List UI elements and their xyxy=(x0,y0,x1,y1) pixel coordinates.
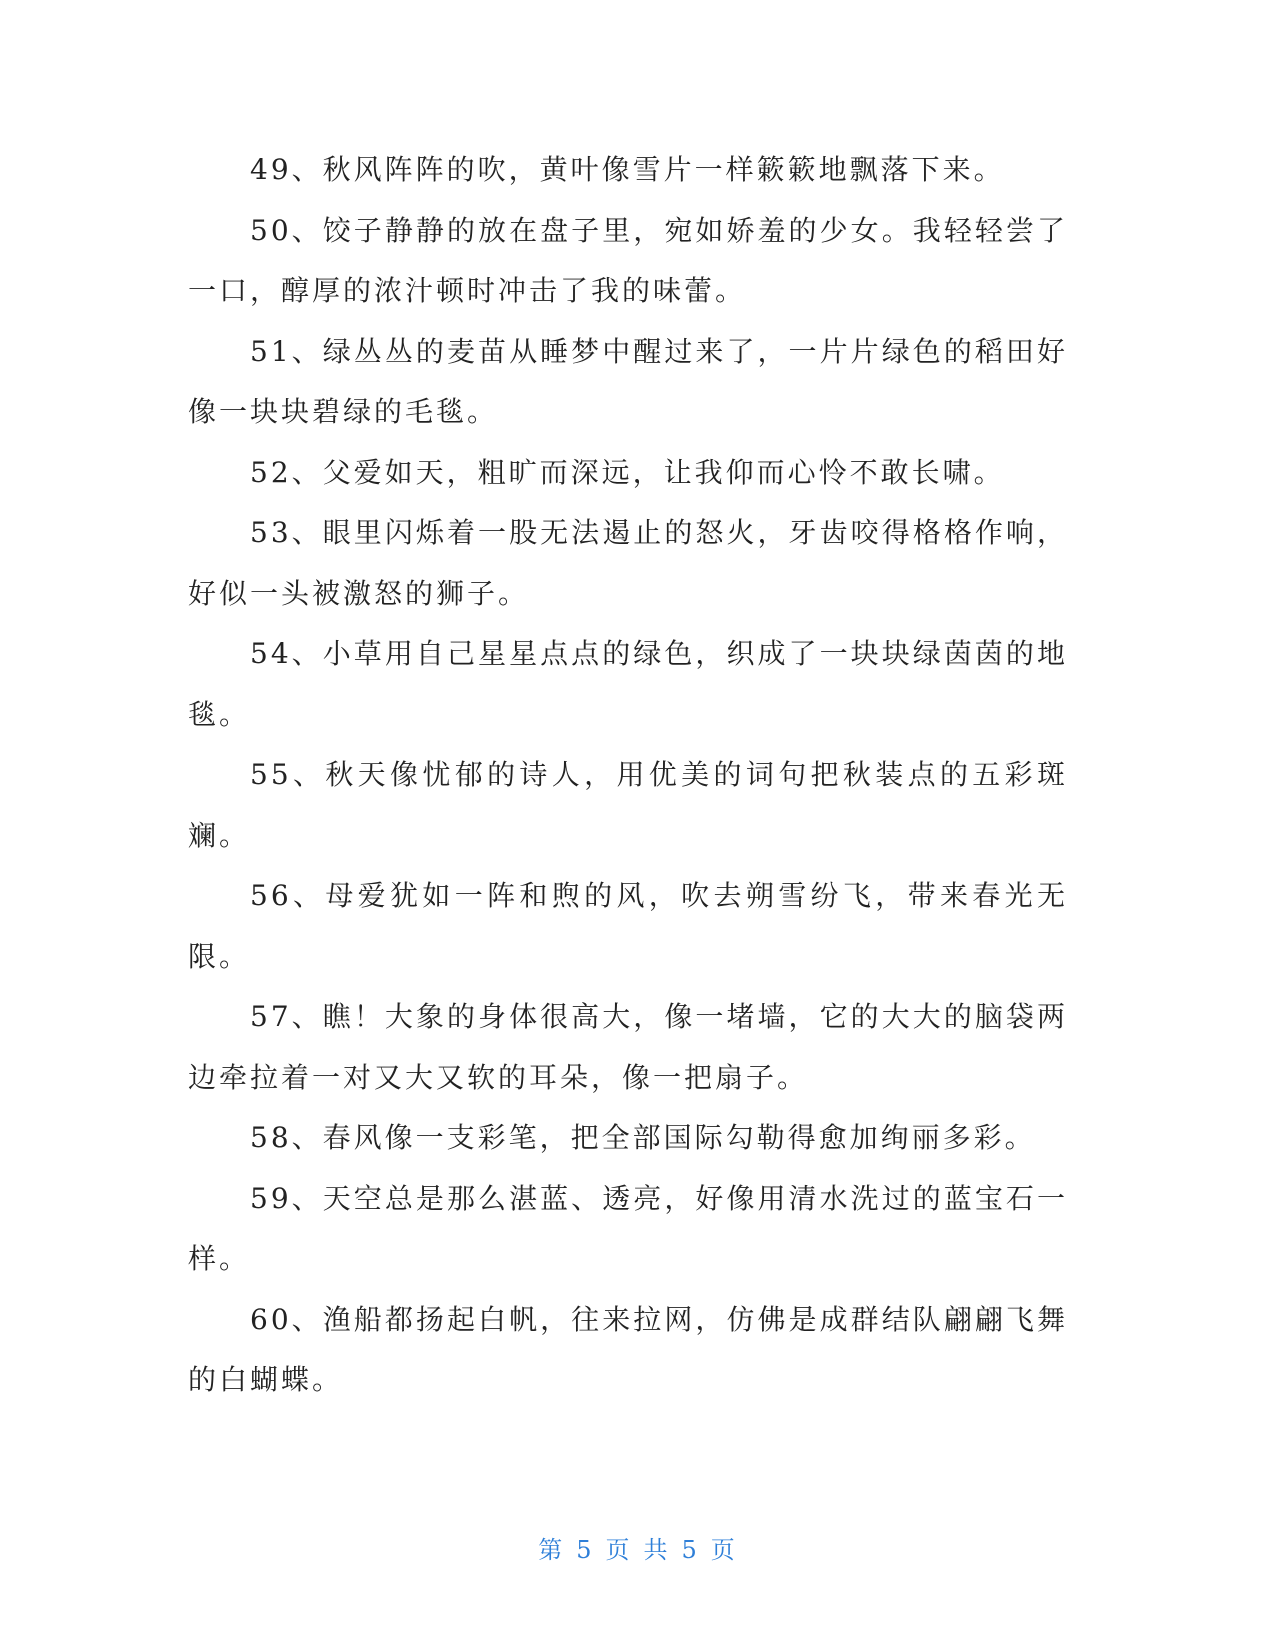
paragraph-50: 50、饺子静静的放在盘子里，宛如娇羞的少女。我轻轻尝了一口，醇厚的浓汁顿时冲击了我的味蕾。 xyxy=(188,213,1068,307)
paragraph-51: 51、绿丛丛的麦苗从睡梦中醒过来了，一片片绿色的稻田好像一块块碧绿的毛毯。 xyxy=(188,334,1068,428)
page-footer xyxy=(0,1530,1275,1565)
page-label-prefix: 第 xyxy=(538,1536,565,1564)
paragraph-49: 49、秋风阵阵的吹，黄叶像雪片一样簌簌地飘落下来。 xyxy=(250,153,1005,186)
page-label-mid: 页 xyxy=(605,1536,632,1564)
document-body xyxy=(188,140,1068,1411)
total-pages-number: 5 xyxy=(681,1536,699,1564)
current-page-number: 5 xyxy=(576,1536,594,1564)
paragraph-55: 55、秋天像忧郁的诗人，用优美的词句把秋装点的五彩斑斓。 xyxy=(188,758,1068,852)
paragraph-59: 59、天空总是那么湛蓝、透亮，好像用清水洗过的蓝宝石一样。 xyxy=(188,1181,1068,1275)
paragraph-60: 60、渔船都扬起白帆，往来拉网，仿佛是成群结队翩翩飞舞的白蝴蝶。 xyxy=(188,1302,1068,1396)
page-label-suffix: 页 xyxy=(710,1536,737,1564)
paragraph-52: 52、父爱如天，粗旷而深远，让我仰而心怜不敢长啸。 xyxy=(250,455,1005,489)
paragraph-54: 54、小草用自己星星点点的绿色，织成了一块块绿茵茵的地毯。 xyxy=(188,637,1068,731)
paragraph-53: 53、眼里闪烁着一股无法遏止的怒火，牙齿咬得格格作响，好似一头被激怒的狮子。 xyxy=(188,516,1068,610)
paragraph-58: 58、春风像一支彩笔，把全部国际勾勒得愈加绚丽多彩。 xyxy=(250,1121,1036,1154)
paragraph-57: 57、瞧！大象的身体很高大，像一堵墙，它的大大的脑袋两边牵拉着一对又大又软的耳朵，像一把扇子。 xyxy=(188,1000,1068,1094)
paragraph-56: 56、母爱犹如一阵和煦的风，吹去朔雪纷飞，带来春光无限。 xyxy=(188,879,1068,973)
total-label: 共 xyxy=(643,1536,670,1564)
